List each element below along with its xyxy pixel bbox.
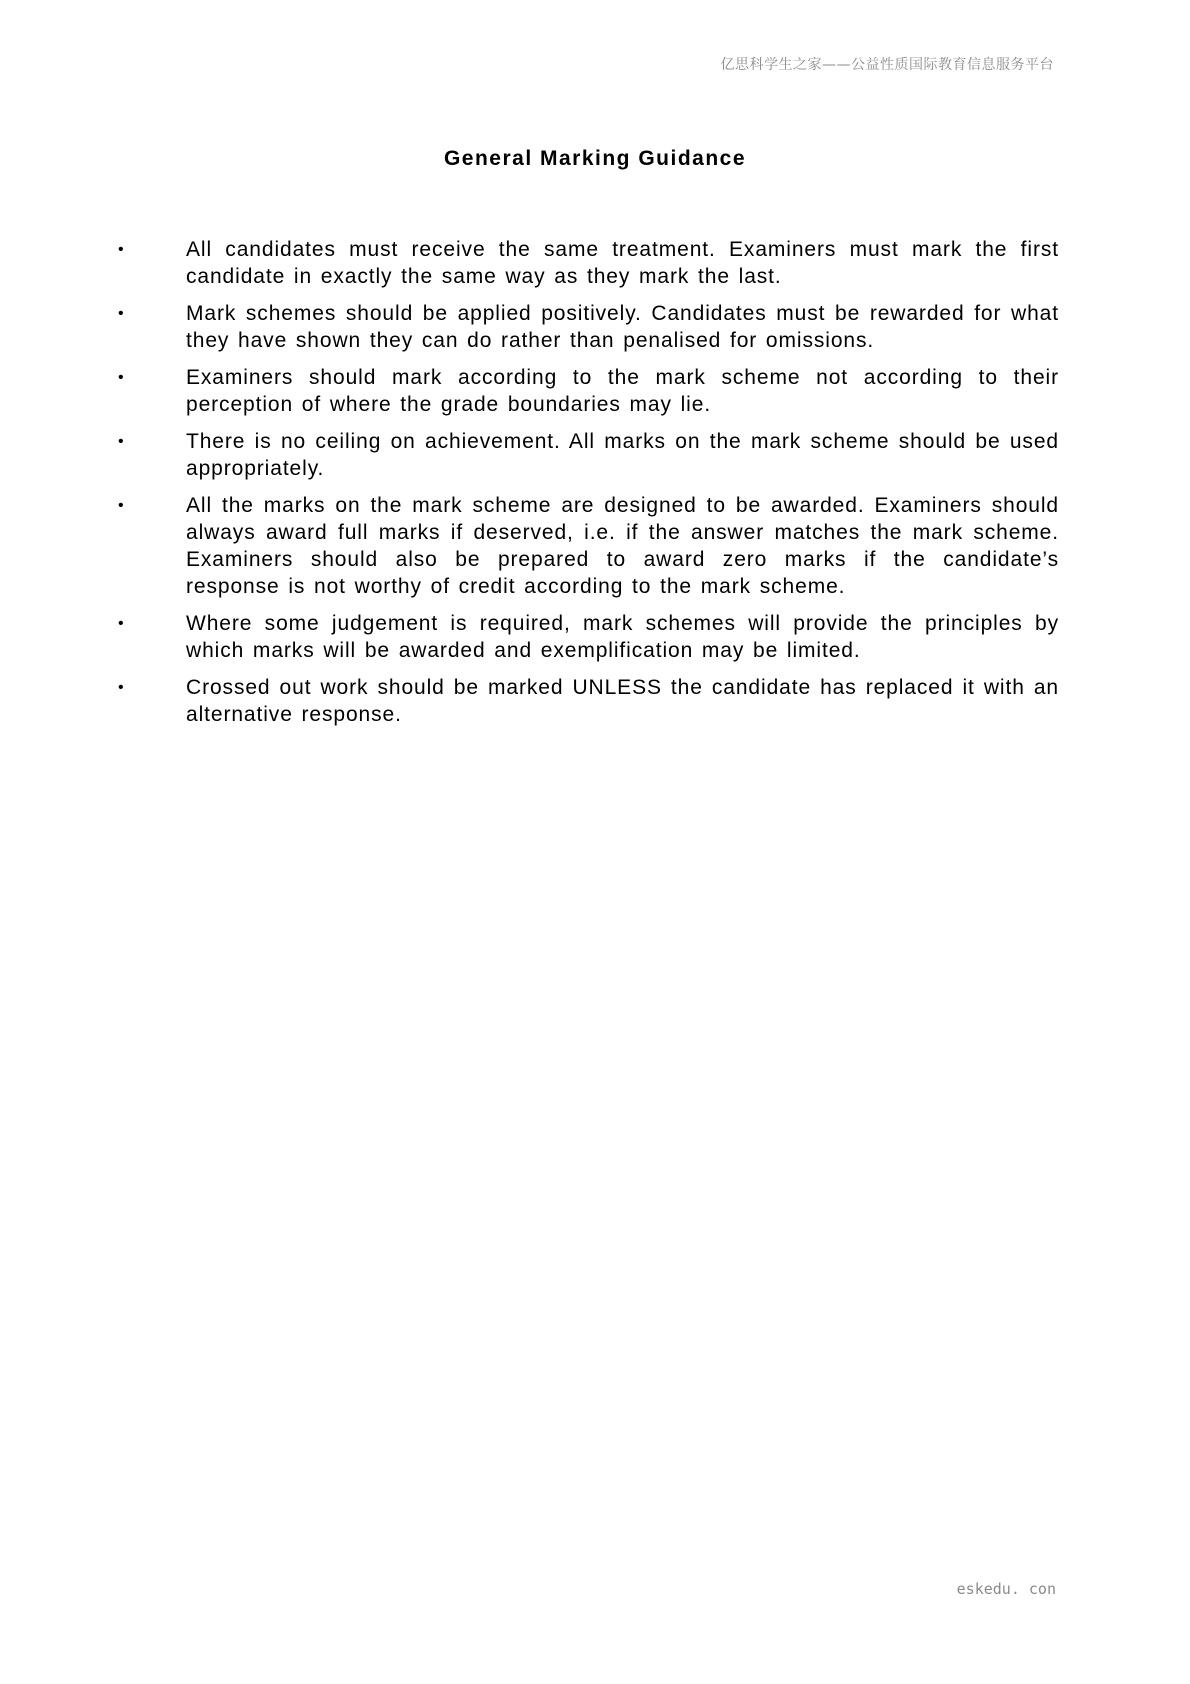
list-item — [118, 674, 1059, 728]
footer-site-mark: eskedu. con — [956, 1580, 1056, 1598]
bullet-icon: • — [118, 679, 125, 696]
bullet-icon: • — [118, 433, 125, 450]
bullet-icon: • — [118, 305, 125, 322]
list-item-text: Mark schemes should be applied positively. Candidates must be rewarded for what they have shown they can do rather than penalised for omissions. — [186, 302, 1059, 352]
list-item — [118, 492, 1059, 600]
header-watermark: 亿思科学生之家——公益性质国际教育信息服务平台 — [720, 57, 1054, 73]
list-item-text: Examiners should mark according to the mark scheme not according to their perception of where the grade boundaries may lie. — [186, 366, 1059, 416]
page-title: General Marking Guidance — [443, 147, 747, 170]
bullet-icon: • — [118, 615, 125, 632]
list-item-text: All candidates must receive the same treatment. Examiners must mark the first candidate in exactly the same way as they mark the last. — [186, 238, 1059, 288]
list-item — [118, 428, 1059, 482]
guidance-list — [118, 236, 1059, 738]
list-item — [118, 610, 1059, 664]
list-item — [118, 364, 1059, 418]
list-item — [118, 236, 1059, 290]
bullet-icon: • — [118, 497, 125, 514]
list-item-text: Where some judgement is required, mark schemes will provide the principles by which marks will be awarded and exemplification may be limited. — [186, 612, 1059, 662]
bullet-icon: • — [118, 241, 125, 258]
list-item-text: All the marks on the mark scheme are designed to be awarded. Examiners should always award full marks if deserved, i.e. if the answer matches the mark scheme. Examiners should also be prepared to award zero marks if the candidate’s response is not worthy of credit according to the mark scheme. — [186, 494, 1059, 598]
list-item-text: There is no ceiling on achievement. All marks on the mark scheme should be used appropriately. — [186, 430, 1059, 480]
list-item — [118, 300, 1059, 354]
bullet-icon: • — [118, 369, 125, 386]
list-item-text: Crossed out work should be marked UNLESS the candidate has replaced it with an alternative response. — [186, 676, 1059, 726]
